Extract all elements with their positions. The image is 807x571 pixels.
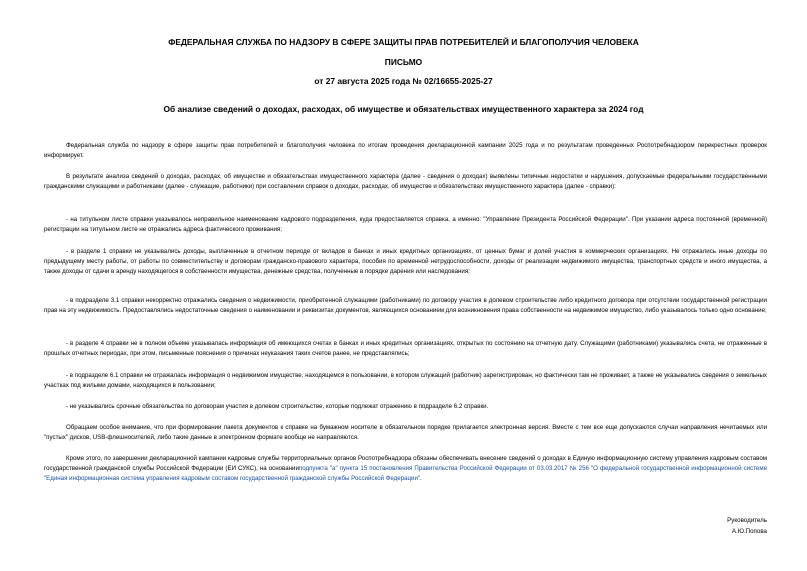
bullet-section-4: - в разделе 4 справки не в полном объеме указывалась информация об имеющихся счетах в банках и иных кредитных организациях, открытых по состоянию на отчетную дату. Служащими (работниками) указывались счета, не отраженные в прошлых отчетных периодах, при этом, письменные пояснения о причинах неуказания таких счетов ранее, не представлялись; xyxy=(44,340,767,357)
document-subject: Об анализе сведений о доходах, расходах, об имуществе и обязательствах имущественного характера за 2024 год xyxy=(163,104,644,114)
agency-name: ФЕДЕРАЛЬНАЯ СЛУЖБА ПО НАДЗОРУ В СФЕРЕ ЗАЩИТЫ ПРАВ ПОТРЕБИТЕЛЕЙ И БЛАГОПОЛУЧИЯ ЧЕЛОВЕКА xyxy=(168,37,639,47)
document-date-number: от 27 августа 2025 года № 02/16655-2025-27 xyxy=(314,76,493,86)
bullet-section-1: - в разделе 1 справки не указывались доходы, выплаченные в отчетном периоде от вкладов в банках и иных кредитных организациях, от ценных бумаг и долей участия в коммерческих организациях. Не отражались иные доходы по предыдущему месту работы, от работы по совместительству и договорам гражданско-правового характера, пособия по временной нетрудоспособности, доходы от реализации недвижимого имущества, транспортных средств и иного имущества, а также доходы от сдачи в аренду находящегося в собственности имущества, денежные средства, полученные в порядке дарения или наследования; xyxy=(44,248,767,275)
paragraph-electronic-version: Обращаем особое внимание, что при формировании пакета документов к справке на бумажном носителе в обязательном порядке прилагается электронная версия. Вместе с тем все еще допускаются случаи направления нечитаемых или "пустых" дисков, USB-флешносителей, либо такие данные в электронном формате вообще не направляются. xyxy=(44,424,767,441)
bullet-title-page: - на титульном листе справки указывалось неправильное наименование кадрового подразделения, куда предоставляется справка, а именно: "Управление Президента Российской Федерации". При указании адреса постоянной (временной) регистрации на титульном листе не отражались адреса фактического проживания; xyxy=(44,216,767,233)
signature-name: А.Ю.Попова xyxy=(731,528,767,535)
paragraph-eisuks-text: Кроме этого, по завершении декларационной кампании кадровые службы территориальных органов Роспотребнадзора обязаны обеспечивать внесение сведений о доходах в Единую информационную систему управления кадровым составом государственной гражданской службы Российской Федерации (ЕИ СУКС), на основании xyxy=(44,455,767,472)
paragraph-analysis: В результате анализа сведений о доходах, расходах, об имуществе и обязательствах имущественного характера (далее - сведения о доходах) выявлены типичные недостатки и нарушения, допускаемые федеральными государственными гражданскими служащими и работниками (далее - служащие, работники) при составлении справок о доходах, расходах, об имуществе и обязательствах имущественного характера (далее - справки): xyxy=(44,173,767,190)
bullet-subsection-6-1: - в подразделе 6.1 справки не отражалась информация о недвижимом имуществе, находящемся в пользовании, в котором служащий (работник) зарегистрирован, но фактически там не проживает, а также не указывались сведения о земельных участках под жилыми домами, находящихся в пользовании; xyxy=(44,372,767,389)
document-type: ПИСЬМО xyxy=(384,57,423,67)
paragraph-intro: Федеральная служба по надзору в сфере защиты прав потребителей и благополучия человека по итогам проведения декларационной кампании 2025 года и по результатам проведенных Роспотребнадзором перекрестных проверок информирует. xyxy=(44,142,767,159)
signature-title: Руководитель xyxy=(727,517,767,524)
paragraph-eisuks xyxy=(44,454,767,484)
paragraph-eisuks-end: . xyxy=(420,475,422,482)
bullet-subsection-6-2: - не указывались срочные обязательства по договорам участия в долевом строительстве, которые подлежат отражению в подразделе 6.2 справки. xyxy=(66,403,489,410)
legal-reference-link[interactable]: подпункта "а" пункта 15 постановления Правительства Российской Федерации от 03.03.2017 № 256 "О федеральной государственной информационной системе "Единая информационная система управления кадровым составом государственной гражданской службы Российской Федерации" xyxy=(44,465,767,482)
bullet-subsection-3-1: - в подразделе 3.1 справки некорректно отражались сведения о недвижимости, приобретенной служащими (работниками) по договору участия в долевом строительстве либо кредитного договора при отсутствии государственной регистрации прав на эту недвижимость. Предоставлялись недостаточные сведения о наименовании и реквизитах документов, являющихся основанием для возникновения права собственности на недвижимое имущество, либо указывалось только одно основание; xyxy=(44,297,767,314)
